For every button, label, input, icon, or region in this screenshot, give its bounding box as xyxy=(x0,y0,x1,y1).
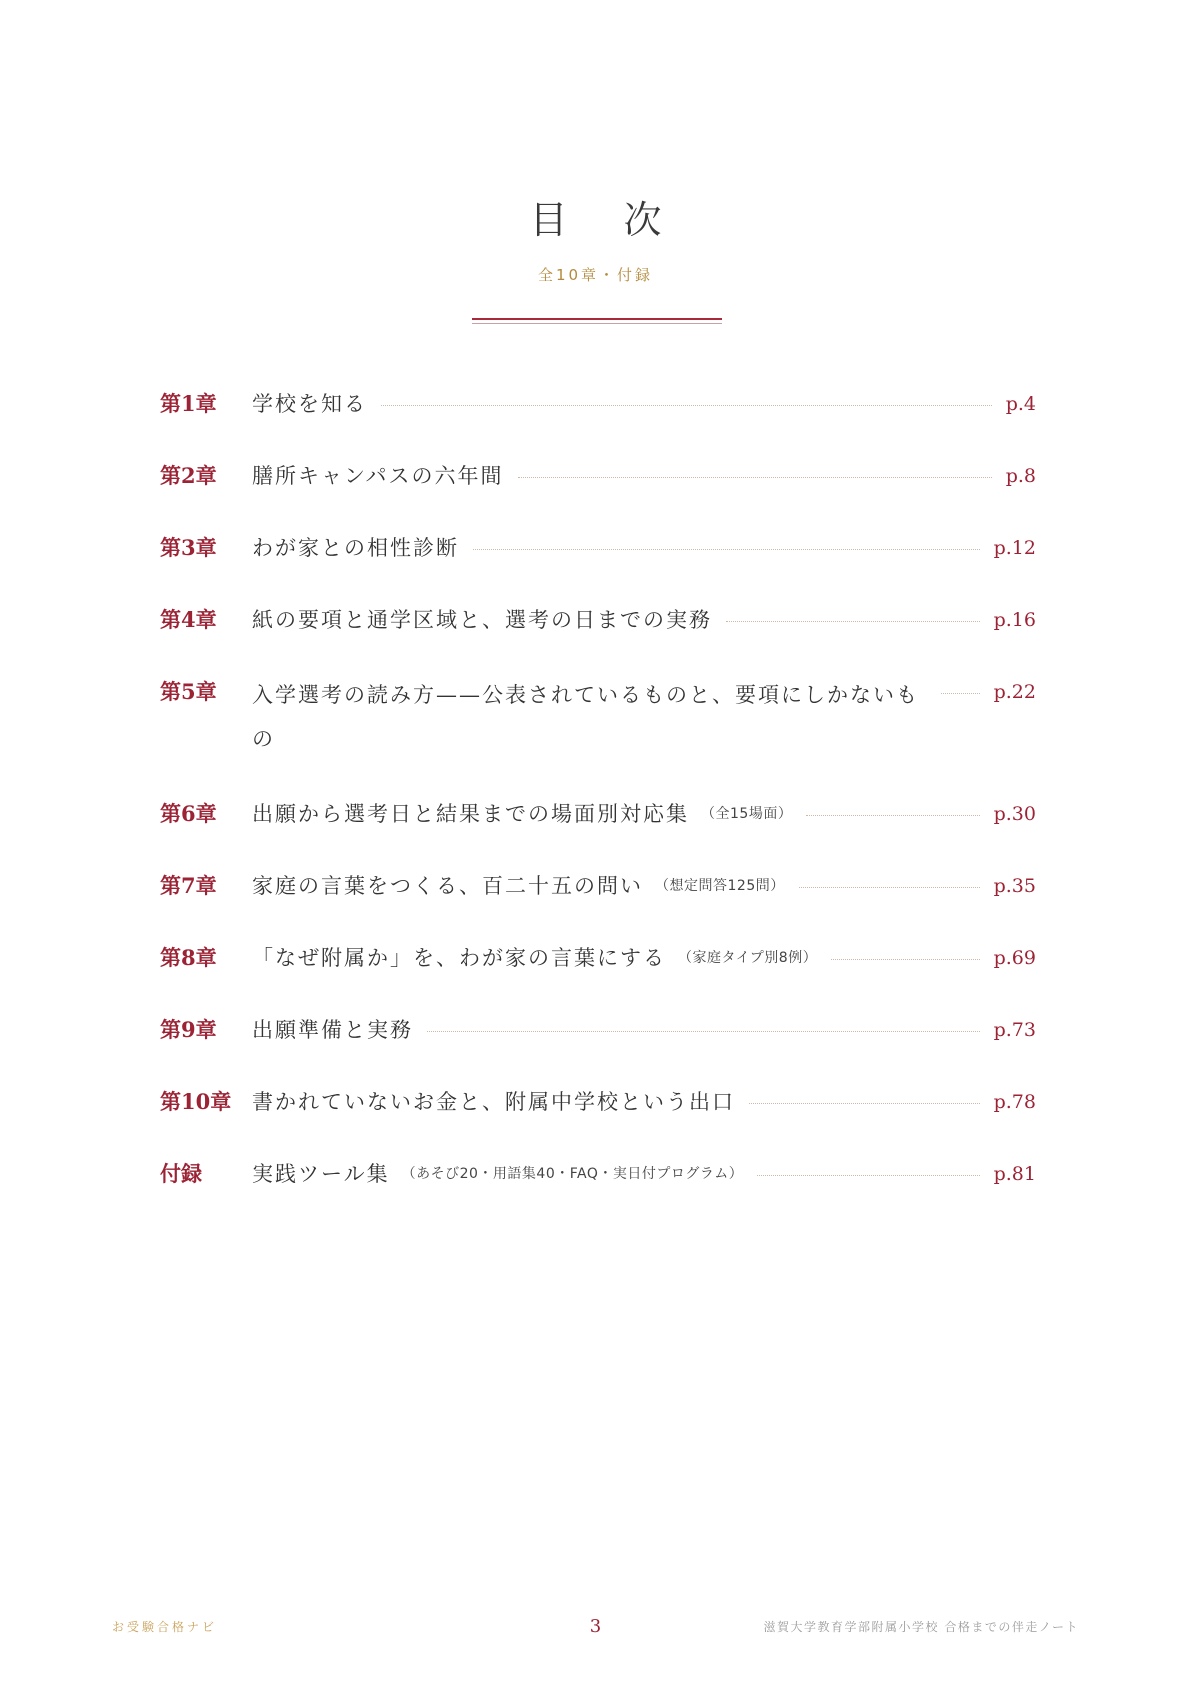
dot-leader xyxy=(941,673,980,694)
chapter-number: 第9章 xyxy=(160,1017,217,1042)
chapter-number: 第5章 xyxy=(160,679,217,704)
chapter-number: 第10章 xyxy=(160,1089,232,1114)
chapter-note: （想定問答125問） xyxy=(655,878,785,894)
chapter-page: p.81 xyxy=(993,1163,1036,1185)
toc-entry-chapter-2[interactable] xyxy=(160,457,1036,495)
chapter-title: 出願準備と実務 xyxy=(252,1018,413,1042)
toc-entry-appendix[interactable] xyxy=(160,1155,1036,1193)
toc-entry-chapter-6[interactable] xyxy=(160,795,1036,833)
chapter-number: 付録 xyxy=(160,1161,202,1186)
chapter-title: 家庭の言葉をつくる、百二十五の問い xyxy=(252,874,643,898)
chapter-number: 第1章 xyxy=(160,391,217,416)
dot-leader xyxy=(799,867,980,888)
dot-leader xyxy=(518,457,992,478)
toc-entry-chapter-10[interactable] xyxy=(160,1083,1036,1121)
chapter-note: （あそび20・用語集40・FAQ・実日付プログラム） xyxy=(401,1166,744,1182)
dot-leader xyxy=(726,601,980,622)
toc-entry-chapter-7[interactable] xyxy=(160,867,1036,905)
toc-entry-chapter-5[interactable] xyxy=(160,673,1036,761)
chapter-number: 第6章 xyxy=(160,801,217,826)
title-rule-thick xyxy=(472,318,722,320)
title-rule-thin xyxy=(472,323,722,324)
dot-leader xyxy=(427,1011,980,1032)
chapter-title: 書かれていないお金と、附属中学校という出口 xyxy=(252,1090,735,1114)
table-of-contents xyxy=(160,385,1036,1227)
chapter-page: p.73 xyxy=(993,1019,1036,1041)
chapter-page: p.16 xyxy=(993,609,1036,631)
dot-leader xyxy=(749,1083,980,1104)
chapter-title: 膳所キャンパスの六年間 xyxy=(252,464,504,488)
toc-entry-chapter-8[interactable] xyxy=(160,939,1036,977)
toc-entry-chapter-3[interactable] xyxy=(160,529,1036,567)
page-subtitle: 全10章・付録 xyxy=(537,266,654,284)
chapter-page: p.8 xyxy=(1005,465,1036,487)
chapter-title: 紙の要項と通学区域と、選考の日までの実務 xyxy=(252,608,712,632)
chapter-page: p.22 xyxy=(993,681,1036,703)
page-title: 目 次 xyxy=(529,198,684,242)
chapter-number: 第7章 xyxy=(160,873,217,898)
chapter-page: p.12 xyxy=(993,537,1036,559)
dot-leader xyxy=(806,795,979,816)
toc-entry-chapter-1[interactable] xyxy=(160,385,1036,423)
chapter-title: 入学選考の読み方——公表されているものと、要項にしかないもの xyxy=(252,683,919,751)
chapter-page: p.78 xyxy=(993,1091,1036,1113)
footer-brand: お受験合格ナビ xyxy=(112,1620,218,1634)
chapter-page: p.30 xyxy=(993,803,1036,825)
chapter-number: 第8章 xyxy=(160,945,217,970)
chapter-note: （家庭タイプ別8例） xyxy=(678,950,818,966)
title-block xyxy=(0,196,1191,286)
chapter-page: p.69 xyxy=(993,947,1036,969)
dot-leader xyxy=(473,529,980,550)
chapter-note: （全15場面） xyxy=(701,806,793,822)
toc-entry-chapter-9[interactable] xyxy=(160,1011,1036,1049)
toc-entry-chapter-4[interactable] xyxy=(160,601,1036,639)
chapter-number: 第4章 xyxy=(160,607,217,632)
footer-page-number: 3 xyxy=(589,1616,602,1637)
chapter-page: p.35 xyxy=(993,875,1036,897)
dot-leader xyxy=(757,1155,979,1176)
page-footer xyxy=(0,1616,1191,1640)
dot-leader xyxy=(831,939,979,960)
chapter-number: 第2章 xyxy=(160,463,217,488)
chapter-number: 第3章 xyxy=(160,535,217,560)
dot-leader xyxy=(381,385,992,406)
chapter-page: p.4 xyxy=(1005,393,1036,415)
chapter-title: 学校を知る xyxy=(252,392,367,416)
chapter-title: 実践ツール集 xyxy=(252,1162,390,1186)
chapter-title: わが家との相性診断 xyxy=(252,536,459,560)
chapter-title: 出願から選考日と結果までの場面別対応集 xyxy=(252,802,689,826)
footer-book-title: 滋賀大学教育学部附属小学校 合格までの伴走ノート xyxy=(763,1620,1079,1634)
chapter-title: 「なぜ附属か」を、わが家の言葉にする xyxy=(252,946,666,970)
